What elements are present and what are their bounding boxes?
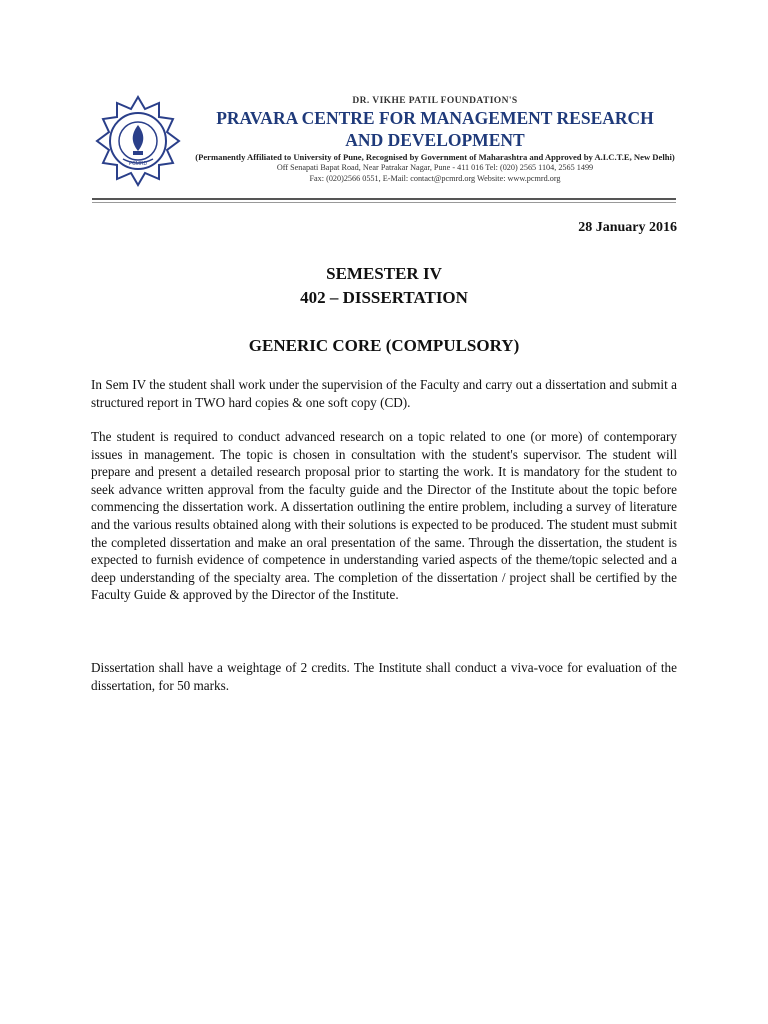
document-date: 28 January 2016 (578, 220, 677, 235)
institute-name-line2: AND DEVELOPMENT (345, 130, 525, 150)
letterhead-divider (92, 198, 676, 200)
letterhead (0, 0, 768, 205)
core-heading: GENERIC CORE (COMPULSORY) (248, 336, 520, 355)
paragraph-evaluation: Dissertation shall have a weightage of 2 credits. The Institute shall conduct a viva-voce for evaluation of the dissertation, for 50 marks. (91, 660, 677, 693)
course-code-heading: 402 – DISSERTATION (300, 288, 468, 307)
institute-contact: Fax: (020)2566 0551, E-Mail: contact@pcmrd.org Website: www.pcmrd.org (309, 174, 561, 183)
institute-name-line1: PRAVARA CENTRE FOR MANAGEMENT RESEARCH (216, 108, 654, 128)
affiliation-note: (Permanently Affiliated to University of Pune, Recognised by Government of Maharashtra and Approved by A.I.C.T.E, New Delhi) (195, 152, 675, 162)
paragraph-requirements: The student is required to conduct advanced research on a topic related to one (or more) of contemporary issues in management. The topic is chosen in consultation with the student's supervisor. The student will prepare and present a detailed research proposal prior to starting the work. It is mandatory for the student to seek advance written approval from the faculty guide and the Director of the Institute about the topic before commencing the dissertation work. A dissertation outlining the entire problem, including a survey of literature and the various results obtained along with their solutions is expected to be produced. The student must submit the completed dissertation and make an oral presentation of the same. Through the dissertation, the student is expected to furnish evidence of competence in understanding varied aspects of the theme/topic selected and a deep understanding of the specialty area. The completion of the dissertation / project shall be certified by the Faculty Guide & approved by the Director of the Institute. (91, 429, 677, 603)
institute-seal-icon (95, 95, 181, 187)
institute-address: Off Senapati Bapat Road, Near Patrakar Nagar, Pune - 411 016 Tel: (020) 2565 1104, 2565 1499 (276, 163, 594, 172)
paragraph-intro: In Sem IV the student shall work under the supervision of the Faculty and carry out a dissertation and submit a structured report in TWO hard copies & one soft copy (CD). (91, 377, 677, 410)
semester-heading: SEMESTER IV (326, 264, 442, 283)
letterhead-divider-thin (92, 202, 676, 203)
letterhead-text (180, 96, 690, 184)
svg-text:PCMRD: PCMRD (128, 161, 148, 167)
foundation-name: DR. VIKHE PATIL FOUNDATION'S (352, 96, 518, 106)
